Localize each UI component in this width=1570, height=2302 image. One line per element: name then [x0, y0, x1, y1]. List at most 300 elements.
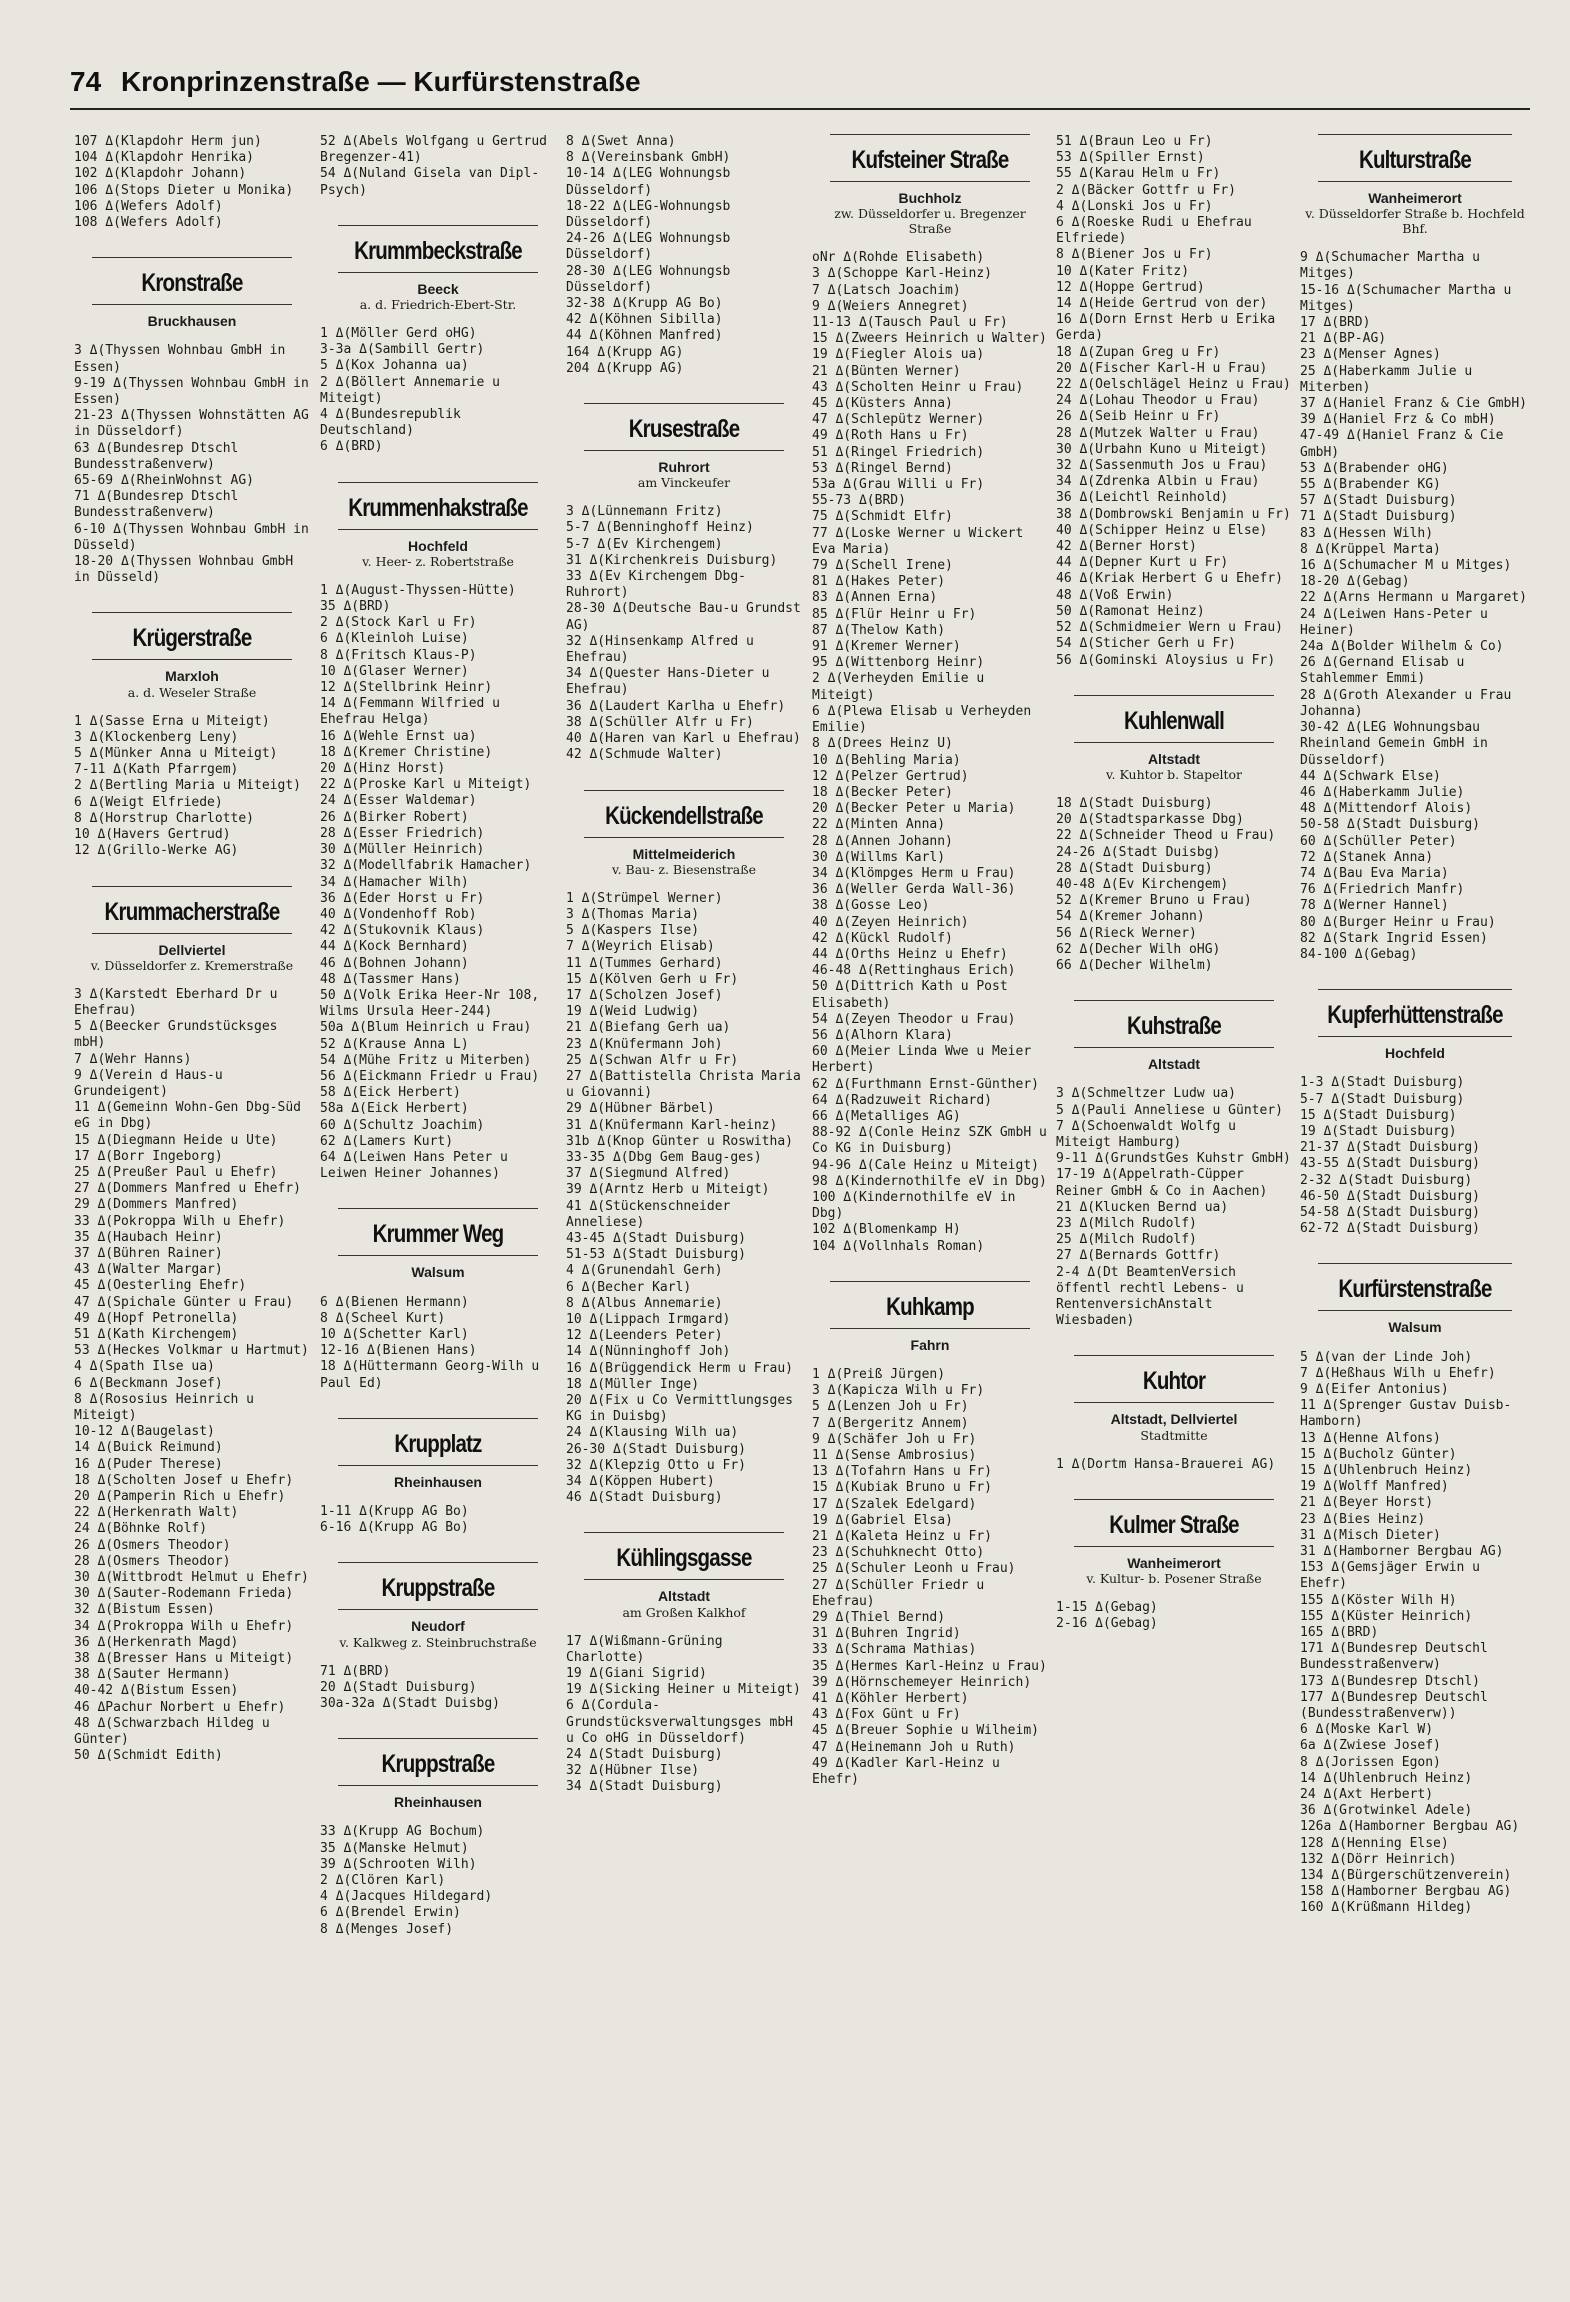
address-entry: 64 Δ(Leiwen Hans Peter u Leiwen Heiner Johannes) [320, 1149, 508, 1182]
address-entry: 26 Δ(Birker Robert) [320, 809, 469, 825]
address-entry: 52 Δ(Kremer Bruno u Frau) [1056, 893, 1252, 909]
address-entry: 9 Δ(Eifer Antonius) [1300, 1381, 1449, 1397]
street-name: Kuhlenwall [1123, 706, 1225, 735]
address-entry: 46-50 Δ(Stadt Duisburg) [1300, 1188, 1481, 1204]
address-entry: 55 Δ(Brabender KG) [1300, 477, 1441, 493]
address-entry: 51 Δ(Braun Leo u Fr) [1056, 134, 1213, 149]
header-rule [70, 108, 1530, 110]
address-entry: 25 Δ(Haberkamm Julie u Miterben) [1300, 363, 1473, 395]
address-entry: 53 Δ(Spiller Ernst) [1056, 150, 1205, 166]
street-location: am Vinckeufer [637, 475, 731, 491]
address-entry: 54-58 Δ(Stadt Duisburg) [1300, 1204, 1481, 1220]
address-entry: 12 Δ(Leenders Peter) [566, 1328, 723, 1344]
address-entry: 46 ΔPachur Norbert u Ehefr) [74, 1699, 286, 1715]
address-entry: 2-32 Δ(Stadt Duisburg) [1300, 1172, 1473, 1188]
address-entry: 21 Δ(Beyer Horst) [1300, 1495, 1434, 1511]
heading-rule-bottom [584, 1579, 784, 1580]
entry-list [566, 504, 802, 763]
address-entry: 14 Δ(Buick Reimund) [74, 1440, 223, 1456]
address-entry: 31 Δ(Knüfermann Karl-heinz) [566, 1117, 778, 1133]
heading-rule-top [1074, 1000, 1274, 1001]
street-name: Krupplatz [394, 1429, 482, 1458]
address-entry: 31 Δ(Hamborner Bergbau AG) [1300, 1544, 1504, 1560]
address-entry: 50 Δ(Dittrich Kath u Post Elisabeth) [812, 979, 1008, 1011]
heading-rule-bottom [338, 272, 538, 273]
heading-rule-bottom [1318, 1036, 1512, 1037]
district-name: Buchholz [898, 190, 962, 206]
address-entry: 16 Δ(Wehle Ernst ua) [320, 728, 477, 744]
street-name: Kuhtor [1142, 1367, 1206, 1396]
heading-rule-top [1074, 695, 1274, 696]
address-entry: 43-55 Δ(Stadt Duisburg) [1300, 1156, 1481, 1172]
heading-rule-top [1074, 1355, 1274, 1356]
street-location: v. Düsseldorfer Straße b. Hochfeld Bhf. [1305, 206, 1525, 237]
address-entry: 36 Δ(Herkenrath Magd) [74, 1634, 239, 1650]
address-entry: 50a Δ(Blum Heinrich u Frau) [320, 1020, 532, 1036]
address-entry: 23 Δ(Bies Heinz) [1300, 1511, 1426, 1527]
address-entry: 20 Δ(Becker Peter u Maria) [812, 801, 1016, 817]
heading-rule-top [92, 886, 292, 887]
address-entry: 14 Δ(Femmann Wilfried u Ehefrau Helga) [320, 696, 501, 728]
address-entry: 19 Δ(Gabriel Elsa) [812, 1512, 953, 1528]
address-entry: 56 Δ(Alhorn Klara) [812, 1027, 953, 1043]
address-entry: 40 Δ(Zeyen Heinrich) [812, 914, 969, 930]
address-entry: 66 Δ(Decher Wilhelm) [1056, 957, 1213, 973]
address-entry: 62-72 Δ(Stadt Duisburg) [1300, 1221, 1481, 1237]
street-heading [320, 482, 556, 569]
address-entry: 5 Δ(Kox Johanna ua) [320, 358, 469, 374]
street-heading [1300, 989, 1530, 1061]
address-entry: 204 Δ(Krupp AG) [566, 360, 684, 376]
address-entry: 177 Δ(Bundesrep Deutschl (Bundesstraßenverw)) [1300, 1689, 1488, 1722]
entry-list [1056, 1457, 1292, 1473]
entry-list [1300, 1075, 1530, 1237]
address-entry: 32 Δ(Klepzig Otto u Fr) [566, 1457, 747, 1473]
heading-rule-top [584, 1532, 784, 1533]
address-entry: 50 Δ(Schmidt Edith) [74, 1748, 223, 1764]
address-entry: 54 Δ(Zeyen Theodor u Frau) [812, 1011, 1016, 1027]
address-entry: 28 Δ(Mutzek Walter u Frau) [1056, 425, 1260, 441]
address-entry: 10-12 Δ(Baugelast) [74, 1424, 215, 1440]
heading-rule-bottom [338, 1785, 538, 1786]
address-entry: 71 Δ(Bundesrep Dtschl Bundesstraßenverw) [74, 489, 239, 521]
heading-rule-bottom [1074, 1047, 1274, 1048]
address-entry: 7 Δ(Latsch Joachim) [812, 282, 961, 298]
address-entry: 37 Δ(Siegmund Alfred) [566, 1166, 731, 1182]
entry-list [74, 343, 310, 586]
address-entry: 24 Δ(Esser Waldemar) [320, 793, 477, 809]
address-entry: 6-10 Δ(Thyssen Wohnbau GmbH in Düsseld) [74, 521, 309, 553]
address-entry: 3 Δ(Schmeltzer Ludw ua) [1056, 1086, 1237, 1102]
address-entry: 95 Δ(Wittenborg Heinr) [812, 655, 985, 671]
address-entry: 2-4 Δ(Dt BeamtenVersich öffentl rechtl Lebens- u RentenversichAnstalt Wiesbaden) [1056, 1264, 1244, 1329]
address-entry: 32 Δ(Sassenmuth Jos u Frau) [1056, 458, 1268, 474]
address-entry: 9 Δ(Schumacher Martha u Mitges) [1300, 250, 1481, 282]
address-entry: 25 Δ(Milch Rudolf) [1056, 1232, 1197, 1248]
address-entry: 21 Δ(BP-AG) [1300, 331, 1387, 347]
entry-list [812, 250, 1048, 1255]
entry-list [320, 134, 556, 199]
address-entry: 40 Δ(Haren van Karl u Ehefrau) [566, 731, 801, 747]
address-entry: 18-20 Δ(Thyssen Wohnbau GmbH in Düsseld) [74, 554, 294, 586]
entry-list [74, 714, 310, 860]
address-entry: 35 Δ(Manske Helmut) [320, 1840, 469, 1856]
address-entry: 31 Δ(Kirchenkreis Duisburg) [566, 552, 778, 568]
address-entry: 47 Δ(Spichale Günter u Frau) [74, 1294, 294, 1310]
address-entry: 18 Δ(Hüttermann Georg-Wilh u Paul Ed) [320, 1359, 540, 1391]
address-entry: 42 Δ(Kückl Rudolf) [812, 930, 953, 946]
address-entry: 51 Δ(Kath Kirchengem) [74, 1326, 239, 1342]
heading-rule-top [338, 1738, 538, 1739]
address-entry: 8 Δ(Menges Josef) [320, 1921, 454, 1937]
address-entry: 2 Δ(Verheyden Emilie u Miteigt) [812, 671, 985, 703]
address-entry: 3-3a Δ(Sambill Gertr) [320, 342, 485, 358]
address-entry: 54 Δ(Nuland Gisela van Dipl-Psych) [320, 166, 540, 198]
address-entry: 2 Δ(Bäcker Gottfr u Fr) [1056, 182, 1237, 198]
address-entry: 100 Δ(Kindernothilfe eV in Dbg) [812, 1189, 1016, 1222]
street-heading [74, 257, 310, 329]
address-entry: 3 Δ(Klockenberg Leny) [74, 729, 239, 745]
address-entry: 6 Δ(Weigt Elfriede) [74, 794, 223, 810]
address-entry: 24 Δ(Klausing Wilh ua) [566, 1425, 739, 1441]
address-entry: 49 Δ(Hopf Petronella) [74, 1310, 239, 1326]
address-entry: 128 Δ(Henning Else) [1300, 1835, 1449, 1851]
heading-rule-top [92, 257, 292, 258]
address-entry: 28-30 Δ(Deutsche Bau-u Grundst AG) [566, 601, 801, 633]
heading-rule-bottom [338, 1465, 538, 1466]
address-entry: 42 Δ(Berner Horst) [1056, 539, 1197, 555]
page-number: 74 [70, 66, 102, 97]
street-location: a. d. Friedrich-Ebert-Str. [359, 297, 517, 313]
address-entry: 10 Δ(Havers Gertrud) [74, 827, 231, 843]
address-entry: 25 Δ(Schwan Alfr u Fr) [566, 1052, 739, 1068]
address-entry: 83 Δ(Annen Erna) [812, 590, 938, 606]
street-name: Kupferhüttenstraße [1327, 1001, 1503, 1030]
heading-rule-top [338, 225, 538, 226]
entry-list [1300, 1350, 1530, 1917]
address-entry: 36 Δ(Laudert Karlha u Ehefr) [566, 698, 786, 714]
address-entry: 14 Δ(Nünninghoff Joh) [566, 1344, 731, 1360]
street-name: Kurfürstenstraße [1338, 1275, 1492, 1304]
address-entry: 5 Δ(Beecker Grundstücksges mbH) [74, 1019, 278, 1051]
address-entry: 6 Δ(Cordula-Grundstücksverwaltungsges mbH u Co oHG in Düsseldorf) [566, 1698, 793, 1746]
address-entry: 17 Δ(BRD) [1300, 315, 1371, 331]
street-heading [74, 886, 310, 973]
address-entry: 9 Δ(Verein d Haus-u Grundeigent) [74, 1067, 223, 1099]
page-title: Kronprinzenstraße — Kurfürstenstraße [120, 66, 641, 97]
address-entry: 78 Δ(Werner Hannel) [1300, 898, 1449, 914]
address-entry: 10 Δ(Behling Maria) [812, 752, 961, 768]
address-entry: 60 Δ(Schultz Joachim) [320, 1117, 485, 1133]
district-name: Neudorf [411, 1618, 465, 1635]
address-entry: 8 Δ(Scheel Kurt) [320, 1310, 446, 1326]
address-entry: 28-30 Δ(LEG Wohnungsb Düsseldorf) [566, 263, 731, 295]
address-entry: 47-49 Δ(Haniel Franz & Cie GmbH) [1300, 428, 1504, 460]
district-name: Altstadt [1147, 750, 1201, 767]
address-entry: 7 Δ(Heßhaus Wilh u Ehefr) [1300, 1365, 1496, 1381]
address-entry: 4 Δ(Grunendahl Gerh) [566, 1263, 723, 1279]
heading-rule-top [338, 1562, 538, 1563]
address-entry: 30 Δ(Sauter-Rodemann Frieda) [74, 1586, 294, 1602]
address-entry: 104 Δ(Vollnhals Roman) [812, 1238, 985, 1254]
address-entry: 32 Δ(Bistum Essen) [74, 1602, 215, 1618]
address-entry: 5-7 Δ(Benninghoff Heinz) [566, 520, 754, 536]
street-heading [320, 1738, 556, 1810]
address-entry: 45 Δ(Breuer Sophie u Wilheim) [812, 1723, 1039, 1739]
address-entry: 44 Δ(Schwark Else) [1300, 768, 1441, 784]
address-entry: 27 Δ(Battistella Christa Maria u Giovanni) [566, 1068, 801, 1101]
address-entry: 35 Δ(BRD) [320, 599, 391, 615]
address-entry: 41 Δ(Stückenschneider Anneliese) [566, 1198, 731, 1230]
address-entry: 6 Δ(Bienen Hermann) [320, 1294, 469, 1310]
address-entry: 28 Δ(Stadt Duisburg) [1056, 860, 1213, 876]
address-entry: 18 Δ(Müller Inge) [566, 1376, 700, 1392]
street-name: Kufsteiner Straße [851, 146, 1009, 174]
address-entry: 5-7 Δ(Ev Kirchengem) [566, 536, 723, 552]
address-entry: 81 Δ(Hakes Peter) [812, 574, 946, 590]
address-entry: 7 Δ(Weyrich Elisab) [566, 939, 715, 955]
street-heading [1056, 1499, 1292, 1586]
address-entry: 40-42 Δ(Bistum Essen) [74, 1683, 239, 1699]
address-entry: 48 Δ(Schwarzbach Hildeg u Günter) [74, 1715, 270, 1748]
address-entry: 2 Δ(Stock Karl u Fr) [320, 615, 477, 631]
address-entry: 39 Δ(Haniel Frz & Co mbH) [1300, 412, 1496, 428]
address-entry: 15 Δ(Stadt Duisburg) [1300, 1107, 1457, 1123]
address-entry: 44 Δ(Kock Bernhard) [320, 939, 469, 955]
street-location: v. Kuhtor b. Stapeltor [1105, 766, 1243, 782]
address-entry: 9-19 Δ(Thyssen Wohnbau GmbH in Essen) [74, 375, 309, 408]
address-entry: 6 Δ(Kleinloh Luise) [320, 631, 469, 647]
address-entry: 40-48 Δ(Ev Kirchengem) [1056, 876, 1229, 892]
address-entry: 6 Δ(Becher Karl) [566, 1279, 692, 1295]
address-entry: 51 Δ(Ringel Friedrich) [812, 444, 985, 460]
address-entry: 98 Δ(Kindernothilfe eV in Dbg) [812, 1173, 1047, 1189]
address-entry: 1-3 Δ(Stadt Duisburg) [1300, 1075, 1465, 1091]
address-entry: 50-58 Δ(Stadt Duisburg) [1300, 817, 1481, 833]
address-entry: 5 Δ(van der Linde Joh) [1300, 1349, 1473, 1365]
street-heading [566, 790, 802, 877]
address-entry: 52 Δ(Abels Wolfgang u Gertrud Bregenzer-41) [320, 134, 547, 166]
address-entry: 8 Δ(Jorissen Egon) [1300, 1754, 1441, 1770]
address-entry: 132 Δ(Dörr Heinrich) [1300, 1851, 1457, 1867]
address-entry: 15 Δ(Uhlenbruch Heinz) [1300, 1463, 1473, 1478]
address-entry: 54 Δ(Mühe Fritz u Miterben) [320, 1052, 532, 1068]
address-entry: 16 Δ(Schumacher M u Mitges) [1300, 558, 1512, 574]
district-name: Ruhrort [658, 459, 710, 476]
street-name: Krusestraße [628, 415, 740, 444]
address-entry: 36 Δ(Eder Horst u Fr) [320, 890, 485, 906]
heading-rule-top [338, 1208, 538, 1209]
address-entry: 13 Δ(Henne Alfons) [1300, 1430, 1441, 1446]
heading-rule-bottom [338, 529, 538, 530]
address-entry: 3 Δ(Karstedt Eberhard Dr u Ehefrau) [74, 986, 278, 1018]
heading-rule-bottom [830, 1328, 1030, 1329]
address-entry: 71 Δ(BRD) [320, 1663, 391, 1679]
address-entry: 3 Δ(Thomas Maria) [566, 906, 700, 922]
address-entry: 7 Δ(Bergeritz Annem) [812, 1415, 969, 1431]
address-entry: 43-45 Δ(Stadt Duisburg) [566, 1230, 747, 1246]
address-entry: 171 Δ(Bundesrep Deutschl Bundesstraßenverw) [1300, 1641, 1488, 1673]
street-name: Krummer Weg [372, 1220, 504, 1249]
address-entry: 11-13 Δ(Tausch Paul u Fr) [812, 315, 1008, 331]
address-entry: 55-73 Δ(BRD) [812, 493, 906, 509]
address-entry: 53 Δ(Brabender oHG) [1300, 460, 1449, 476]
street-name: Krummbeckstraße [354, 236, 522, 265]
entry-list [1056, 1086, 1292, 1329]
address-entry: 1 Δ(Möller Gerd oHG) [320, 326, 477, 342]
address-entry: 15 Δ(Kölven Gerh u Fr) [566, 971, 739, 987]
address-entry: 22 Δ(Oelschlägel Heinz u Frau) [1056, 377, 1291, 393]
address-entry: 28 Δ(Osmers Theodor) [74, 1553, 231, 1569]
address-entry: 77 Δ(Loske Werner u Wickert Eva Maria) [812, 525, 1024, 557]
address-entry: 10 Δ(Schetter Karl) [320, 1326, 469, 1342]
address-entry: 60 Δ(Meier Linda Wwe u Meier Herbert) [812, 1044, 1032, 1076]
address-entry: 12 Δ(Stellbrink Heinr) [320, 680, 493, 696]
street-heading [812, 1281, 1048, 1353]
address-entry: 56 Δ(Eickmann Friedr u Frau) [320, 1068, 540, 1084]
address-entry: 8 Δ(Horstrup Charlotte) [74, 810, 255, 826]
address-entry: 48 Δ(Tassmer Hans) [320, 971, 461, 987]
street-heading [74, 612, 310, 699]
district-name: Dellviertel [158, 941, 226, 958]
address-entry: 3 Δ(Thyssen Wohnbau GmbH in Essen) [74, 343, 286, 375]
heading-rule-bottom [1074, 1546, 1274, 1547]
street-heading [566, 1532, 802, 1619]
street-heading [320, 1562, 556, 1649]
address-entry: 91 Δ(Kremer Werner) [812, 639, 961, 655]
address-entry: 21-37 Δ(Stadt Duisburg) [1300, 1140, 1481, 1156]
heading-rule-top [1074, 1499, 1274, 1500]
street-location: v. Bau- z. Biesenstraße [611, 861, 756, 877]
address-entry: 30 Δ(Urbahn Kuno u Miteigt) [1056, 441, 1268, 457]
heading-rule-bottom [1074, 742, 1274, 743]
address-entry: 6 Δ(Beckmann Josef) [74, 1375, 223, 1391]
address-entry: 6a Δ(Zwiese Josef) [1300, 1738, 1441, 1754]
address-entry: 44 Δ(Depner Kurt u Fr) [1056, 555, 1229, 571]
address-entry: 7 Δ(Wehr Hanns) [74, 1051, 192, 1067]
address-entry: 5 Δ(Kaspers Ilse) [566, 923, 700, 939]
address-entry: 21 Δ(Bünten Werner) [812, 363, 961, 379]
address-entry: 11 Δ(Sense Ambrosius) [812, 1448, 977, 1464]
address-entry: 49 Δ(Roth Hans u Fr) [812, 428, 969, 444]
address-entry: 102 Δ(Klapdohr Johann) [74, 166, 247, 182]
address-entry: 48 Δ(Voß Erwin) [1056, 587, 1174, 603]
address-entry: 34 Δ(Zdrenka Albin u Frau) [1056, 474, 1260, 490]
address-entry: 4 Δ(Spath Ilse ua) [74, 1359, 215, 1375]
address-entry: 28 Δ(Esser Friedrich) [320, 825, 485, 841]
address-entry: 11 Δ(Gemeinn Wohn-Gen Dbg-Süd eG in Dbg) [74, 1100, 301, 1132]
street-name: Kückendellstraße [605, 801, 763, 830]
entry-list [1056, 1600, 1292, 1632]
address-entry: 18-22 Δ(LEG-Wohnungsb Düsseldorf) [566, 198, 731, 231]
entry-list [566, 134, 802, 377]
district-name: Rheinhausen [394, 1794, 482, 1811]
address-entry: 12 Δ(Grillo-Werke AG) [74, 843, 239, 859]
address-entry: 19 Δ(Sicking Heiner u Miteigt) [566, 1682, 801, 1698]
address-entry: 1 Δ(Preiß Jürgen) [812, 1367, 946, 1382]
district-name: Altstadt [657, 1588, 711, 1605]
address-entry: 20 Δ(Fischer Karl-H u Frau) [1056, 360, 1268, 376]
address-entry: 33-35 Δ(Dbg Gem Baug-ges) [566, 1149, 762, 1165]
address-entry: 32 Δ(Hinsenkamp Alfred u Ehefrau) [566, 633, 754, 666]
address-entry: 54 Δ(Kremer Johann) [1056, 909, 1205, 925]
address-entry: 15 Δ(Zweers Heinrich u Walter) [812, 331, 1047, 347]
street-heading [1056, 695, 1292, 782]
address-entry: 34 Δ(Hamacher Wilh) [320, 874, 469, 890]
address-entry: 50 Δ(Ramonat Heinz) [1056, 603, 1205, 619]
street-name: Kühlingsgasse [616, 1544, 752, 1573]
address-entry: 32 Δ(Hübner Ilse) [566, 1763, 700, 1779]
street-name: Kulturstraße [1358, 146, 1472, 174]
address-entry: 85 Δ(Flür Heinr u Fr) [812, 606, 977, 622]
address-entry: 31b Δ(Knop Günter u Roswitha) [566, 1133, 793, 1149]
address-entry: 17-19 Δ(Appelrath-Cüpper Reiner GmbH & Co in Aachen) [1056, 1167, 1268, 1199]
address-entry: 35 Δ(Hermes Karl-Heinz u Frau) [812, 1658, 1047, 1674]
district-name: Wanheimerort [1368, 190, 1462, 206]
address-entry: 4 Δ(Lonski Jos u Fr) [1056, 198, 1213, 214]
column-6 [1300, 134, 1530, 1917]
street-name: Kronstraße [141, 269, 243, 298]
address-entry: 106 Δ(Stops Dieter u Monika) [74, 182, 294, 198]
address-entry: 11 Δ(Sprenger Gustav Duisb-Hamborn) [1300, 1398, 1512, 1430]
heading-rule-bottom [830, 181, 1030, 182]
column-4 [812, 134, 1048, 1788]
address-entry: 18 Δ(Kremer Christine) [320, 744, 493, 760]
street-location: Stadtmitte [1140, 1427, 1208, 1443]
address-entry: 29 Δ(Thiel Bernd) [812, 1610, 946, 1626]
heading-rule-top [338, 1418, 538, 1419]
address-entry: 6 Δ(BRD) [320, 439, 383, 455]
address-entry: 108 Δ(Wefers Adolf) [74, 215, 223, 231]
address-entry: 134 Δ(Bürgerschützenverein) [1300, 1868, 1512, 1884]
heading-rule-bottom [584, 837, 784, 838]
address-entry: 38 Δ(Sauter Hermann) [74, 1667, 231, 1683]
address-entry: 46 Δ(Bohnen Johann) [320, 955, 469, 971]
address-entry: 126a Δ(Hamborner Bergbau AG) [1300, 1819, 1520, 1835]
address-entry: 36 Δ(Grotwinkel Adele) [1300, 1803, 1473, 1819]
address-entry: 24-26 Δ(LEG Wohnungsb Düsseldorf) [566, 231, 731, 263]
address-entry: 38 Δ(Schüller Alfr u Fr) [566, 714, 754, 730]
address-entry: 40 Δ(Vondenhoff Rob) [320, 906, 477, 922]
address-entry: 155 Δ(Köster Wilh H) [1300, 1592, 1457, 1608]
address-entry: 12 Δ(Hoppe Gertrud) [1056, 279, 1205, 295]
district-name: Beeck [417, 280, 459, 297]
address-entry: 29 Δ(Dommers Manfred) [74, 1197, 239, 1213]
address-entry: 94-96 Δ(Cale Heinz u Miteigt) [812, 1157, 1039, 1173]
address-entry: 50 Δ(Volk Erika Heer-Nr 108, Wilms Ursula Heer-244) [320, 987, 540, 1020]
address-entry: 26 Δ(Osmers Theodor) [74, 1537, 231, 1553]
address-entry: 30 Δ(Müller Heinrich) [320, 842, 485, 858]
address-entry: 16 Δ(Brüggendick Herm u Frau) [566, 1360, 793, 1376]
address-entry: 12-16 Δ(Bienen Hans) [320, 1343, 477, 1359]
address-entry: 38 Δ(Dombrowski Benjamin u Fr) [1056, 506, 1291, 522]
address-entry: 27 Δ(Schüller Friedr u Ehefrau) [812, 1577, 985, 1609]
address-entry: 62 Δ(Lamers Kurt) [320, 1133, 454, 1149]
address-entry: 53a Δ(Grau Willi u Fr) [812, 477, 985, 493]
address-entry: 39 Δ(Schrooten Wilh) [320, 1856, 477, 1872]
street-heading [320, 1418, 556, 1490]
address-entry: 41 Δ(Köhler Herbert) [812, 1691, 969, 1707]
address-entry: 52 Δ(Krause Anna L) [320, 1036, 469, 1052]
address-entry: 64 Δ(Radzuweit Richard) [812, 1092, 993, 1108]
address-entry: 36 Δ(Leichtl Reinhold) [1056, 490, 1229, 506]
address-entry: 40 Δ(Schipper Heinz u Else) [1056, 522, 1268, 538]
address-entry: 6 Δ(Roeske Rudi u Ehefrau Elfriede) [1056, 215, 1252, 247]
street-heading [1300, 134, 1530, 236]
address-entry: 34 Δ(Klömpges Herm u Frau) [812, 865, 1016, 881]
address-entry: 46-48 Δ(Rettinghaus Erich) [812, 963, 1016, 979]
address-entry: 46 Δ(Haberkamm Julie) [1300, 784, 1465, 800]
